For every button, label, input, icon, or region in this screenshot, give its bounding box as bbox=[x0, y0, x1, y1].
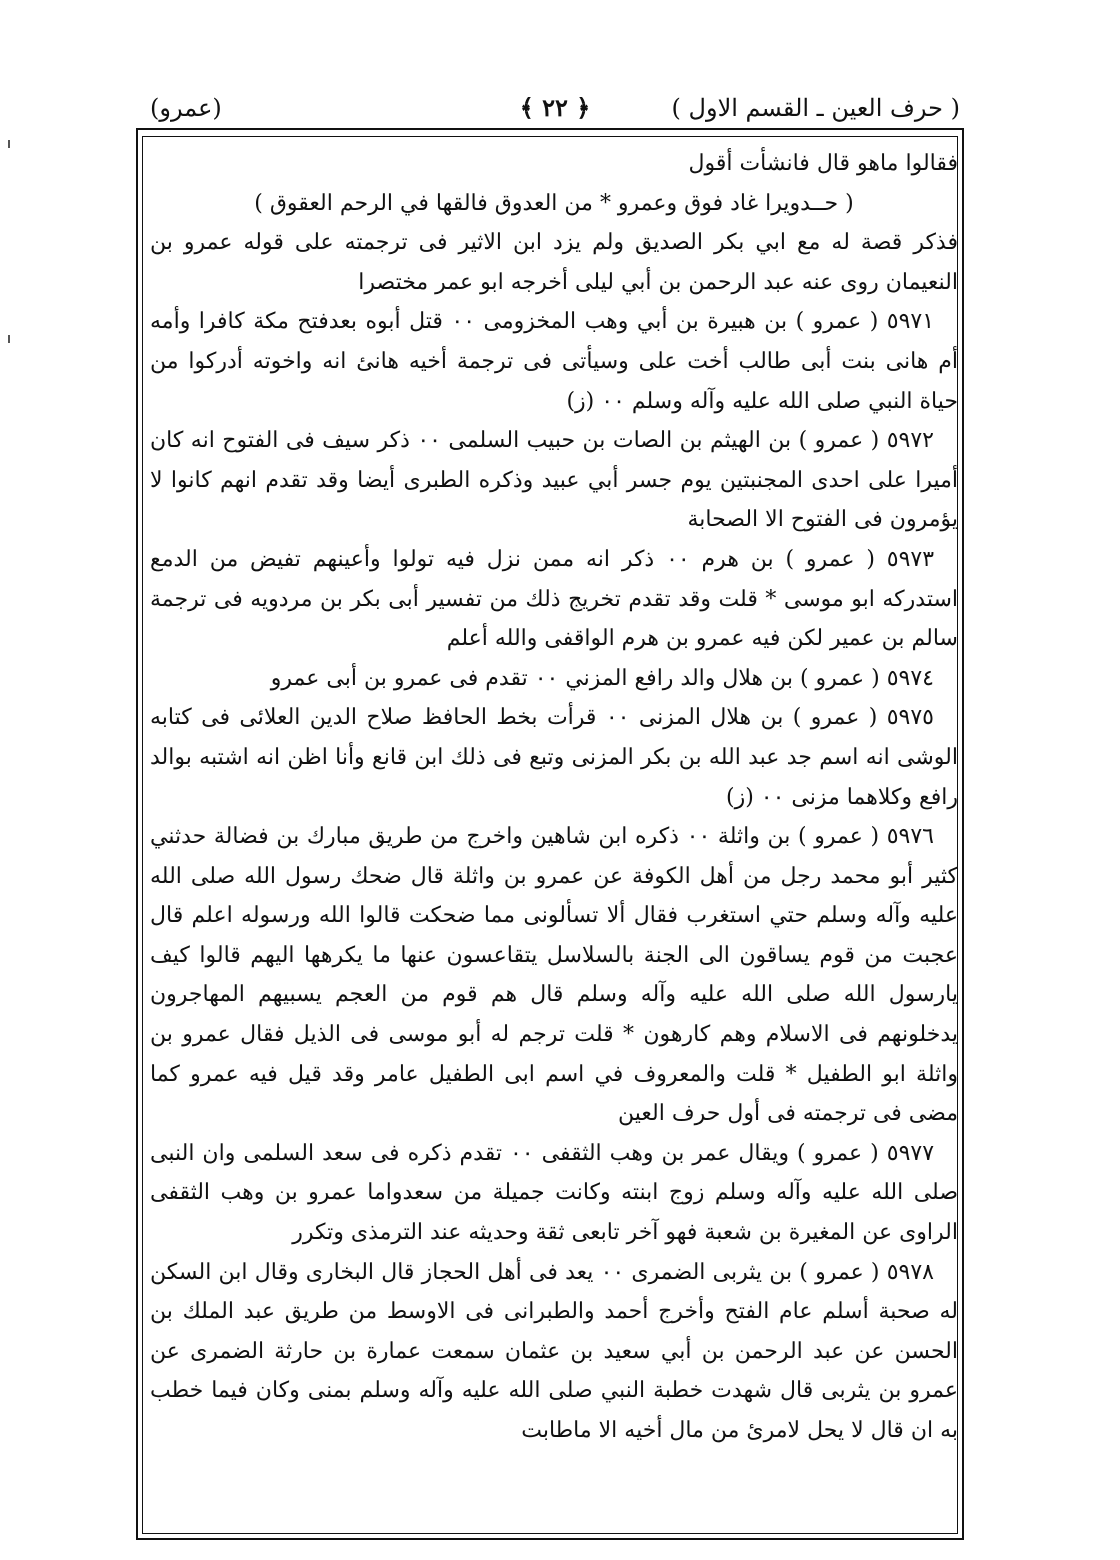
entry-5977: ٥٩٧٧ ( عمرو ) ويقال عمر بن وهب الثقفى ٠٠ تقدم ذكره فى سعد السلمى وان النبى صلى الله عليه وآله وسلم زوج ابنته وكانت جميلة من سعدواما عمرو بن وهب الثقفى الراوى عن المغيرة بن شعبة فهو آخر تابعى ثقة وحديثه عند الترمذى وتكرر bbox=[150, 1140, 958, 1246]
entry-5971: ٥٩٧١ ( عمرو ) بن هبيرة بن أبي وهب المخزومى ٠٠ قتل أبوه بعدفتح مكة كافرا وأمه أم هانى بنت أبى طالب أخت على وسيأتى فى ترجمة أخيه هانئ انه واخوته أدركوا من حياة النبي صلى الله عليه وآله وسلم ٠٠ (ز) bbox=[150, 309, 958, 414]
scan-margin-mark bbox=[8, 335, 10, 343]
paragraph: فذكر قصة له مع ابي بكر الصديق ولم يزد ابن الاثير فى ترجمته على قوله عمرو بن النعيمان روى عنه عبد الرحمن بن أبي ليلى أخرجه ابو عمر مختصرا bbox=[150, 230, 958, 295]
entry-5975: ٥٩٧٥ ( عمرو ) بن هلال المزنى ٠٠ قرأت بخط الحافظ صلاح الدين العلائى فى كتابه الوشى انه اسم جد عبد الله بن بكر المزنى وتبع فى ذلك ابن قانع وأنا اظن انه اشتبه بوالد رافع وكلاهما مزنى ٠٠ (ز) bbox=[150, 705, 958, 810]
entry-5972: ٥٩٧٢ ( عمرو ) بن الهيثم بن الصات بن حبيب السلمى ٠٠ ذكر سيف فى الفتوح انه كان أميرا على احدى المجنبتين يوم جسر أبي عبيد وذكره الطبرى أيضا وقد تقدم انهم كانوا لا يؤمرون فى الفتوح الا الصحابة bbox=[150, 428, 958, 533]
entry-5974: ٥٩٧٤ ( عمرو ) بن هلال والد رافع المزني ٠٠ تقدم فى عمرو بن أبى عمرو bbox=[270, 665, 934, 691]
running-header bbox=[150, 88, 960, 128]
entry-5976: ٥٩٧٦ ( عمرو ) بن واثلة ٠٠ ذكره ابن شاهين واخرج من طريق مبارك بن فضالة حدثني كثير أبو محمد رجل من أهل الكوفة عن عمرو بن واثلة قال ضحك رسول الله صلى الله عليه وآله وسلم حتي استغرب فقال ألا تسألونى مما ضحكت قالوا الله ورسوله اعلم قال عجبت من قوم يساقون الى الجنة بالسلاسل يتقاعسون عنها ما يكرهها اليهم قالوا كيف يارسول الله صلى الله عليه وآله وسلم قال هم قوم من العجم يسبيهم المهاجرون يدخلونهم فى الاسلام وهم كارهون * قلت ترجم له أبو موسى فى الذيل فقال عمرو بن واثلة ابو الطفيل * قلت والمعروف في اسم ابى الطفيل عامر وقد قيل فيه عمرو كما مضى فى ترجمته فى أول حرف العين bbox=[150, 824, 958, 1127]
entry-5973: ٥٩٧٣ ( عمرو ) بن هرم ٠٠ ذكر انه ممن نزل فيه تولوا وأعينهم تفيض من الدمع استدركه ابو موسى * قلت وقد تقدم تخريج ذلك من تفسير أبى بكر بن مردويه فى ترجمة سالم بن عمير لكن فيه عمرو بن هرم الواقفى والله أعلم bbox=[150, 546, 958, 652]
section-title: ( حرف العين ـ القسم الاول ) bbox=[671, 94, 960, 122]
text-line: فقالوا ماهو قال فانشأت أقول bbox=[688, 151, 958, 176]
page-text-body bbox=[150, 144, 958, 1534]
scan-margin-mark bbox=[8, 140, 10, 148]
running-entry-title: (عمرو) bbox=[150, 94, 222, 122]
verse-line: ( حــدويرا غاد فوق وعمرو * من العدوق فالقها في الرحم العقوق ) bbox=[254, 190, 854, 216]
entry-5978: ٥٩٧٨ ( عمرو ) بن يثربى الضمرى ٠٠ يعد فى أهل الحجاز قال البخارى وقال ابن السكن له صحبة أسلم عام الفتح وأخرج أحمد والطبرانى فى الاوسط من طريق عبد الملك بن الحسن عن عبد الرحمن بن أبي سعيد بن عثمان سمعت عمارة بن حارثة الضمرى عن عمرو بن يثربى قال شهدت خطبة النبي صلى الله عليه وآله وسلم بمنى وكان فيما خطب به ان قال لا يحل لامرئ من مال أخيه الا ماطابت bbox=[150, 1259, 958, 1443]
page-number: ﴿ ٢٢ ﴾ bbox=[519, 93, 591, 122]
